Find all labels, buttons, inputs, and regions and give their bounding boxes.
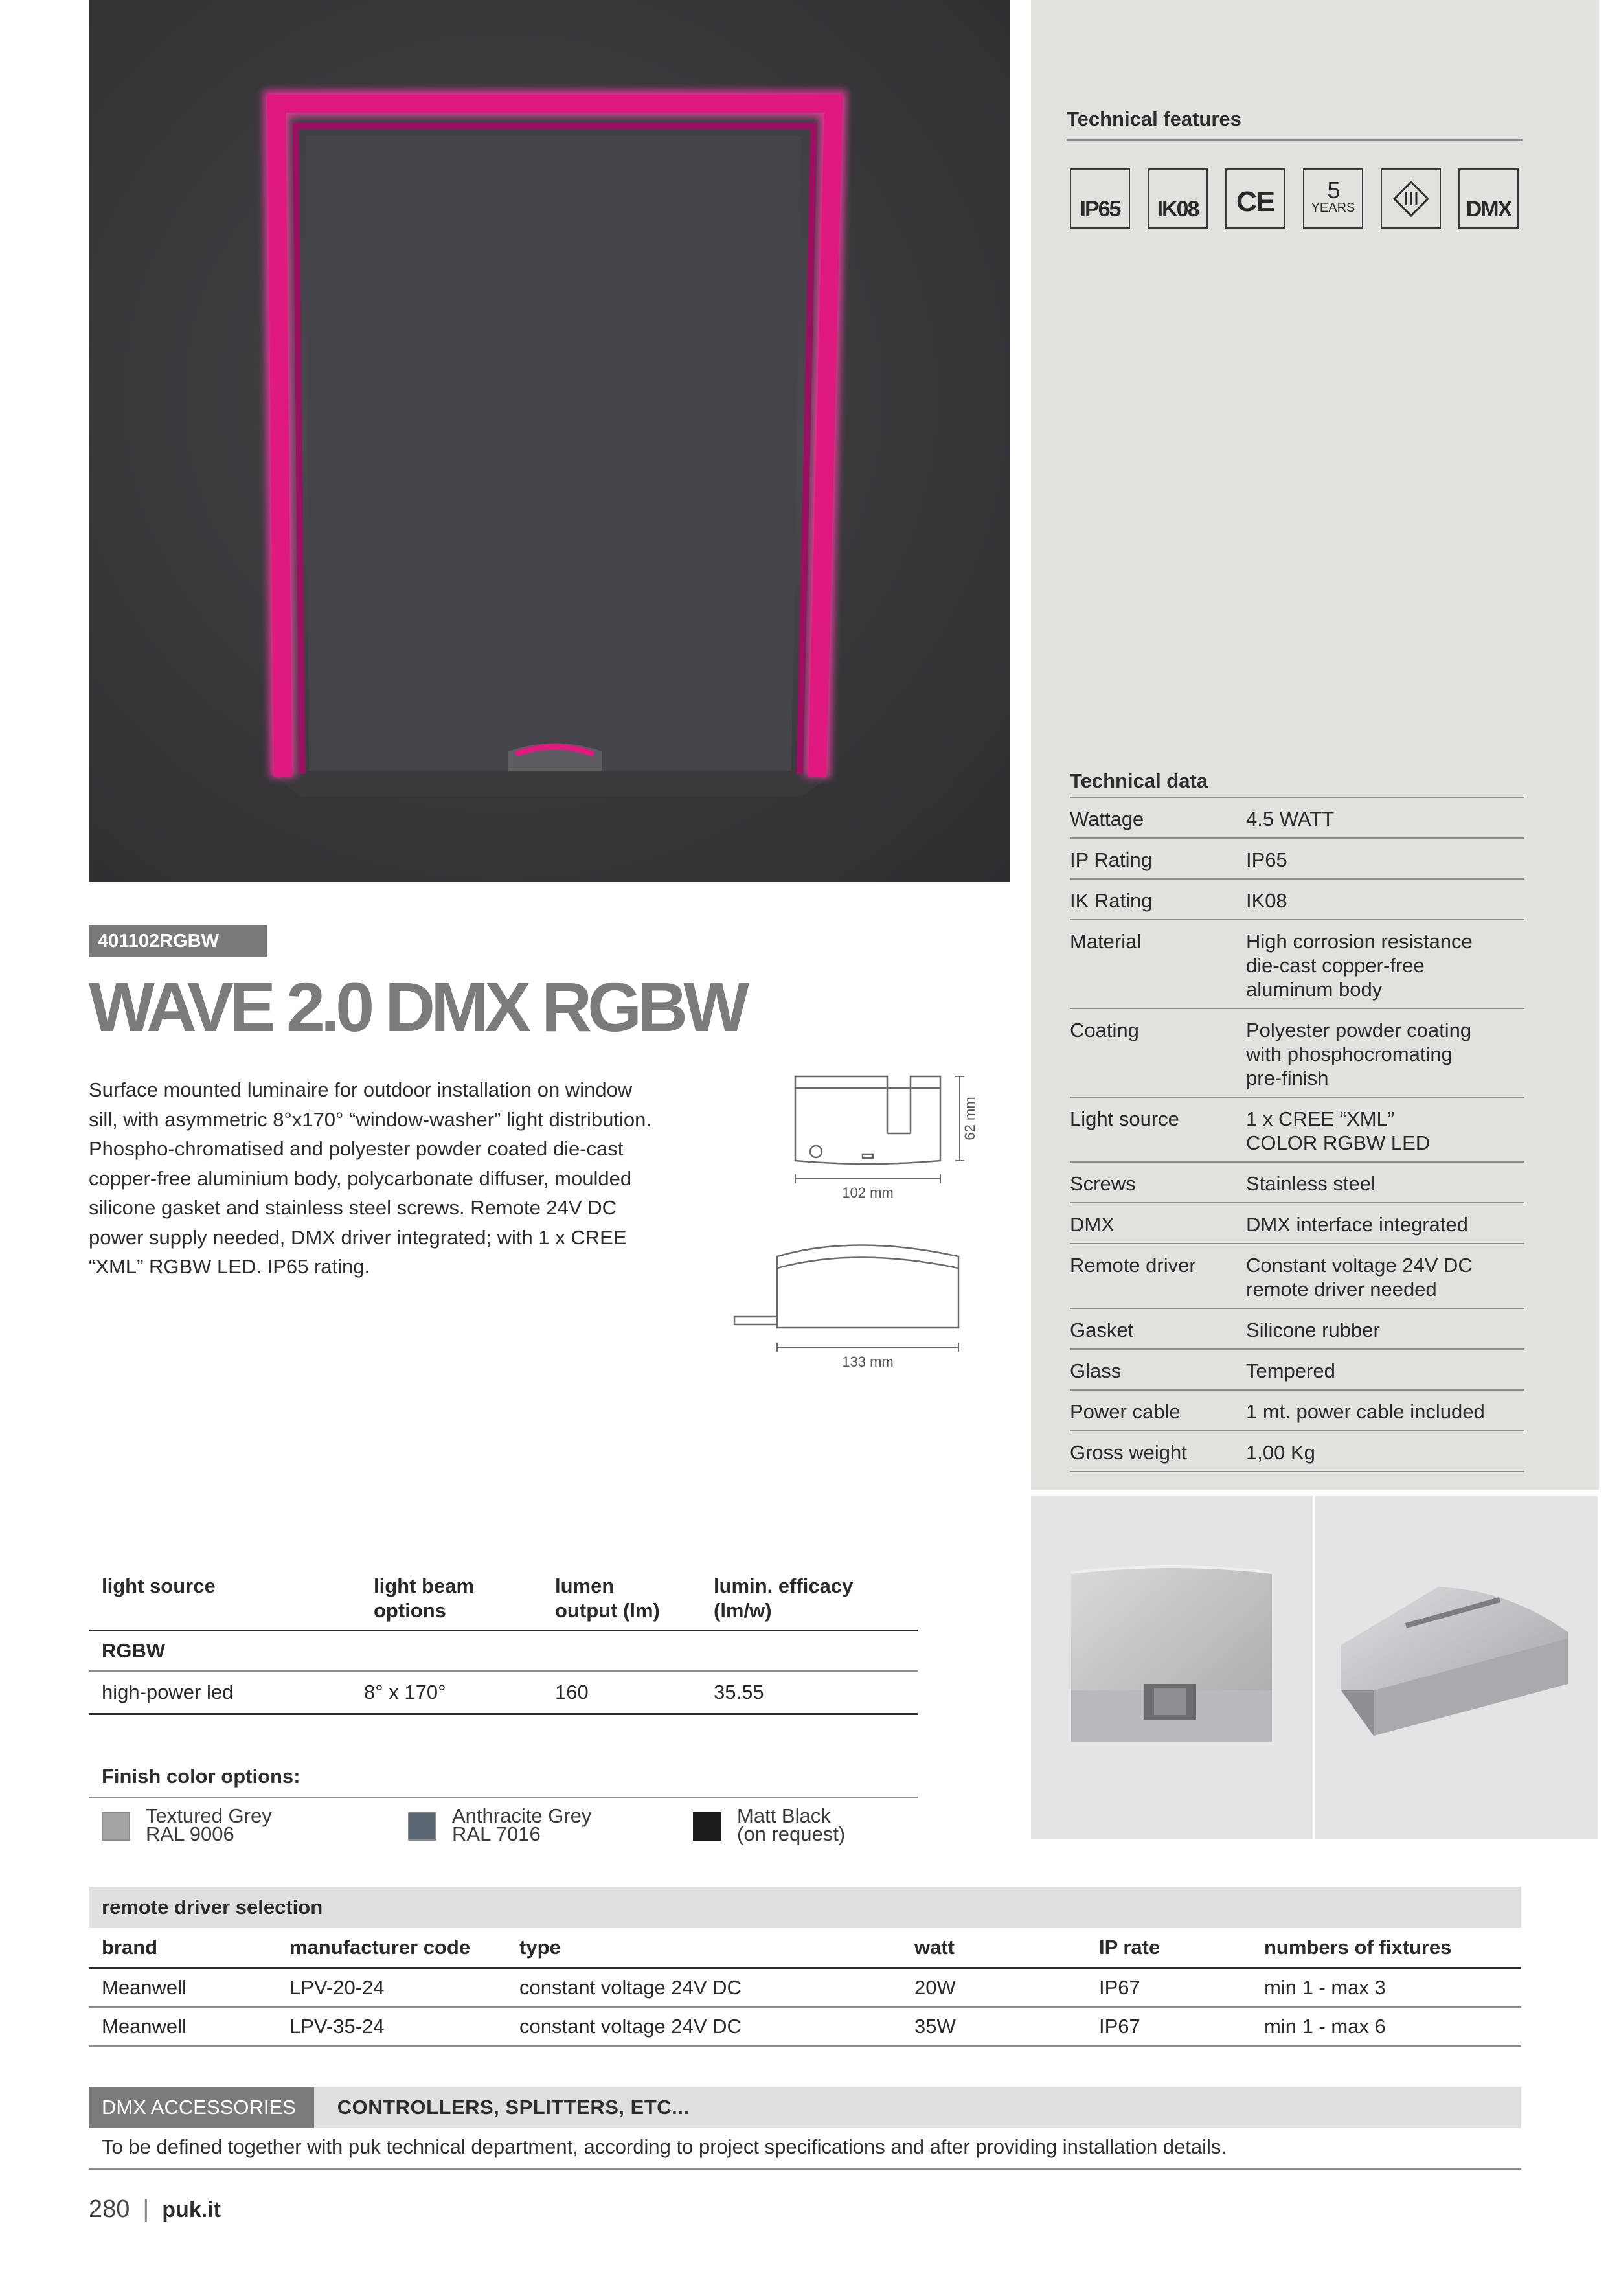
finish-option-matt-black: Matt Black (on request) — [693, 1807, 845, 1843]
ik08-badge: IK08 — [1148, 168, 1208, 229]
table-row: Meanwell LPV-20-24 constant voltage 24V DC 20W IP67 min 1 - max 3 — [89, 1969, 1521, 2008]
spec-value: 1 x CREE “XML” COLOR RGBW LED — [1246, 1108, 1431, 1154]
spec-row — [1070, 1391, 1524, 1431]
spec-label: Light source — [1070, 1108, 1179, 1130]
warranty-5-years-badge: 5 YEARS — [1303, 168, 1363, 229]
col-efficacy: lumin. efficacy (lm/w) — [714, 1574, 854, 1622]
spec-value: IP65 — [1246, 848, 1287, 871]
front-height-label: 62 mm — [962, 1097, 978, 1141]
spec-row — [1070, 1350, 1524, 1391]
ip65-badge: IP65 — [1070, 168, 1130, 229]
spec-label: Remote driver — [1070, 1254, 1196, 1277]
spec-value: 4.5 WATT — [1246, 808, 1335, 830]
spec-value: Stainless steel — [1246, 1172, 1376, 1195]
footer-separator: | — [142, 2196, 150, 2223]
page-footer — [89, 2196, 221, 2223]
class-iii-safety-icon — [1381, 168, 1441, 229]
spec-row — [1070, 1244, 1524, 1309]
spec-row — [1070, 1309, 1524, 1350]
spec-row — [1070, 1163, 1524, 1203]
spec-value: IK08 — [1246, 889, 1287, 912]
product-code-tag: 401102RGBW — [89, 925, 267, 957]
lumen-group-label: RGBW — [89, 1631, 918, 1672]
lumen-table-header — [89, 1574, 918, 1631]
divider — [1067, 139, 1523, 141]
spec-row — [1070, 880, 1524, 920]
dimension-drawing — [725, 1062, 997, 1373]
spec-row — [1070, 1009, 1524, 1098]
spec-value: 1,00 Kg — [1246, 1441, 1315, 1464]
spec-label: Gasket — [1070, 1319, 1134, 1341]
front-width-label: 102 mm — [842, 1185, 894, 1201]
finish-option-textured-grey: Textured Grey RAL 9006 — [102, 1807, 272, 1843]
color-swatch — [408, 1812, 436, 1841]
technical-data-heading: Technical data — [1070, 769, 1208, 792]
spec-value: DMX interface integrated — [1246, 1213, 1468, 1236]
spec-row — [1070, 1431, 1524, 1472]
spec-row — [1070, 839, 1524, 880]
dmx-accessories-band — [89, 2087, 1521, 2128]
spec-row — [1070, 920, 1524, 1009]
lumen-table — [89, 1574, 918, 1715]
finish-option-anthracite-grey: Anthracite Grey RAL 7016 — [408, 1807, 591, 1843]
hero-photo — [89, 0, 1010, 882]
product-description: Surface mounted luminaire for outdoor installation on window sill, with asymmetric 8°x170° “window-washer” light distribution. Phospho-chromatised and polyester powder coated die-cast copper-free aluminium body, polycarbonate diffuser, moulded silicone gasket and stainless steel screws. Remote 24V DC power supply needed, DMX driver integrated; with 1 x CREE “XML” RGBW LED. IP65 rating. — [89, 1078, 651, 1278]
spec-value: Polyester powder coating with phosphocromating pre-finish — [1246, 1019, 1472, 1089]
feature-badges — [1070, 168, 1523, 230]
side-view-drawing — [734, 1245, 958, 1328]
spec-value: 1 mt. power cable included — [1246, 1400, 1485, 1423]
front-view-drawing — [795, 1076, 940, 1164]
product-photo-angled — [1315, 1496, 1598, 1839]
divider — [89, 1797, 918, 1798]
spec-value: High corrosion resistance die-cast copper-free aluminum body — [1246, 930, 1473, 1001]
ce-mark-icon: CE — [1225, 168, 1285, 229]
spec-row — [1070, 1098, 1524, 1163]
spec-value: Silicone rubber — [1246, 1319, 1380, 1341]
table-row: Meanwell LPV-35-24 constant voltage 24V DC 35W IP67 min 1 - max 6 — [89, 2008, 1521, 2047]
spec-label: DMX — [1070, 1213, 1115, 1236]
window-illuminated-photo — [89, 0, 1010, 882]
technical-features-heading: Technical features — [1067, 108, 1241, 130]
spec-row — [1070, 798, 1524, 839]
spec-label: Coating — [1070, 1019, 1139, 1041]
dmx-accessories-text: To be defined together with puk technical department, according to project specifications and after providing installation details. — [102, 2135, 1227, 2158]
spec-label: Screws — [1070, 1172, 1136, 1195]
spec-label: Gross weight — [1070, 1441, 1187, 1464]
dmx-badge: DMX — [1458, 168, 1519, 229]
spec-label: Wattage — [1070, 808, 1144, 830]
col-light-beam: light beam options — [374, 1574, 475, 1622]
spec-label: Glass — [1070, 1359, 1122, 1382]
color-swatch — [102, 1812, 130, 1841]
spec-row — [1070, 1203, 1524, 1244]
page-number: 280 — [89, 2196, 130, 2223]
remote-driver-header: brand manufacturer code type watt IP rate numbers of fixtures — [89, 1928, 1521, 1969]
product-photo-front — [1031, 1496, 1313, 1839]
website-link[interactable]: puk.it — [162, 2198, 221, 2222]
remote-driver-heading: remote driver selection — [89, 1887, 1521, 1928]
spec-label: IP Rating — [1070, 848, 1152, 871]
col-lumen-output: lumen output (lm) — [555, 1574, 660, 1622]
spec-label: Material — [1070, 930, 1142, 953]
color-swatch — [693, 1812, 721, 1841]
dmx-accessories-tag: DMX ACCESSORIES — [89, 2087, 314, 2128]
spec-label: IK Rating — [1070, 889, 1153, 912]
remote-driver-table — [89, 1887, 1521, 2047]
finish-heading: Finish color options: — [102, 1765, 300, 1788]
col-light-source: light source — [102, 1574, 216, 1597]
divider — [89, 2168, 1521, 2170]
table-row: high-power led 8° x 170° 160 35.55 — [89, 1672, 918, 1715]
spec-value: Constant voltage 24V DC remote driver needed — [1246, 1254, 1473, 1301]
technical-data-table — [1070, 797, 1524, 1472]
product-title: WAVE 2.0 DMX RGBW — [89, 968, 745, 1046]
side-width-label: 133 mm — [842, 1354, 894, 1370]
dmx-accessories-title: CONTROLLERS, SPLITTERS, ETC... — [337, 2096, 690, 2119]
spec-label: Power cable — [1070, 1400, 1181, 1423]
spec-value: Tempered — [1246, 1359, 1335, 1382]
